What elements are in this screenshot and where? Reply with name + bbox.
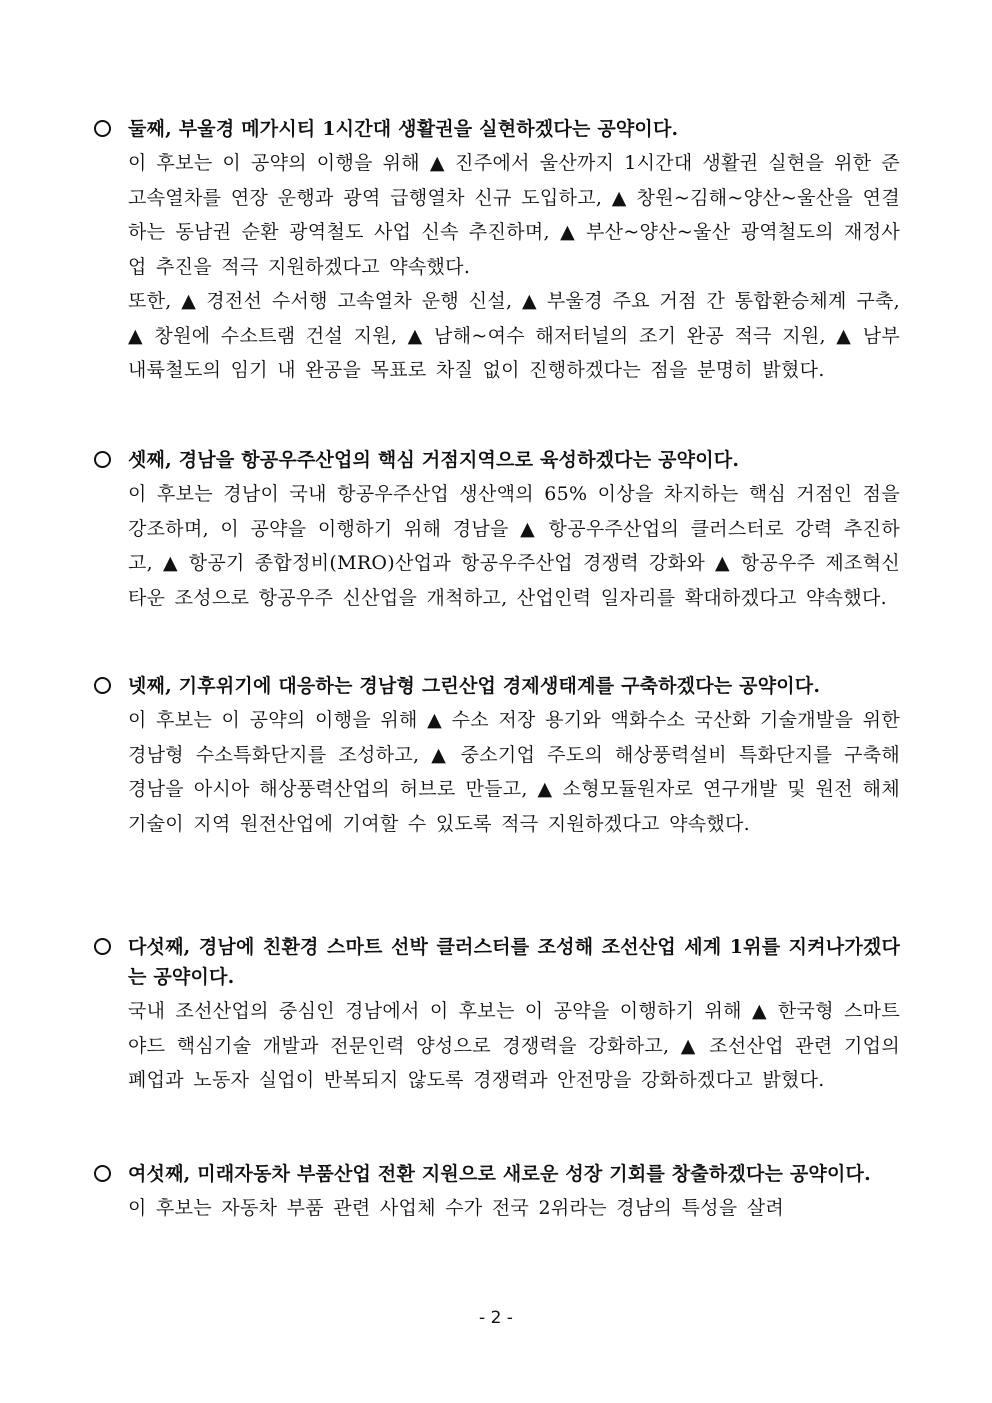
section-paragraph: 국내 조선산업의 중심인 경남에서 이 후보는 이 공약을 이행하기 위해 ▲ 한국형 스마트야드 핵심기술 개발과 전문인력 양성으로 경쟁력을 강화하고, ▲ 조선산업 관련 기업의 폐업과 노동자 실업이 반복되지 않도록 경쟁력과 안전망을 강화하겠다고 밝혔다.	[128, 1000, 900, 1091]
pledge-section-4	[94, 671, 900, 841]
section-heading-text: 다섯째, 경남에 친환경 스마트 선박 클러스터를 조성해 조선산업 세계 1위를 지켜나가겠다는 공약이다.	[128, 936, 900, 988]
section-heading	[94, 932, 900, 992]
circle-bullet-icon	[94, 1165, 111, 1182]
pledge-section-2	[94, 114, 900, 388]
section-heading	[94, 445, 900, 475]
section-heading-text: 여섯째, 미래자동차 부품산업 전환 지원으로 새로운 성장 기회를 창출하겠다는 공약이다.	[128, 1163, 871, 1185]
section-paragraph: 이 후보는 이 공약의 이행을 위해 ▲ 수소 저장 용기와 액화수소 국산화 기술개발을 위한 경남형 수소특화단지를 조성하고, ▲ 중소기업 주도의 해상풍력설비 특화단지를 구축해 경남을 아시아 해상풍력산업의 허브로 만들고, ▲ 소형모듈원자로 연구개발 및 원전 해체기술이 지역 원전산업에 기여할 수 있도록 적극 지원하겠다고 약속했다.	[128, 709, 900, 835]
page-number: - 2 -	[479, 1308, 513, 1328]
section-heading-text: 둘째, 부울경 메가시티 1시간대 생활권을 실현하겠다는 공약이다.	[128, 118, 679, 140]
section-heading-text: 넷째, 기후위기에 대응하는 경남형 그린산업 경제생태계를 구축하겠다는 공약이다.	[128, 675, 821, 697]
section-heading	[94, 1159, 900, 1189]
section-heading	[94, 114, 900, 144]
circle-bullet-icon	[94, 938, 111, 955]
section-paragraph: 이 후보는 자동차 부품 관련 사업체 수가 전국 2위라는 경남의 특성을 살려	[128, 1197, 785, 1219]
section-heading	[94, 671, 900, 701]
section-heading-text: 셋째, 경남을 항공우주산업의 핵심 거점지역으로 육성하겠다는 공약이다.	[128, 449, 740, 471]
section-paragraph: 또한, ▲ 경전선 수서행 고속열차 운행 신설, ▲ 부울경 주요 거점 간 통합환승체계 구축, ▲ 창원에 수소트램 건설 지원, ▲ 남해~여수 해저터널의 조기 완공 적극 지원, ▲ 남부내륙철도의 임기 내 완공을 목표로 차질 없이 진행하겠다는 점을 분명히 밝혔다.	[128, 290, 900, 381]
section-paragraph: 이 후보는 이 공약의 이행을 위해 ▲ 진주에서 울산까지 1시간대 생활권 실현을 위한 준고속열차를 연장 운행과 광역 급행열차 신규 도입하고, ▲ 창원~김해~양산~울산을 연결하는 동남권 순환 광역철도 사업 신속 추진하며, ▲ 부산~양산~울산 광역철도의 재정사업 추진을 적극 지원하겠다고 약속했다.	[128, 152, 900, 278]
circle-bullet-icon	[94, 120, 111, 137]
pledge-section-3	[94, 445, 900, 615]
pledge-section-5	[94, 932, 900, 1098]
circle-bullet-icon	[94, 451, 111, 468]
circle-bullet-icon	[94, 677, 111, 694]
pledge-section-6	[94, 1159, 900, 1226]
section-paragraph: 이 후보는 경남이 국내 항공우주산업 생산액의 65% 이상을 차지하는 핵심 거점인 점을 강조하며, 이 공약을 이행하기 위해 경남을 ▲ 항공우주산업의 클러스터로 강력 추진하고, ▲ 항공기 종합정비(MRO)산업과 항공우주산업 경쟁력 강화와 ▲ 항공우주 제조혁신타운 조성으로 항공우주 신산업을 개척하고, 산업인력 일자리를 확대하겠다고 약속했다.	[128, 483, 900, 609]
